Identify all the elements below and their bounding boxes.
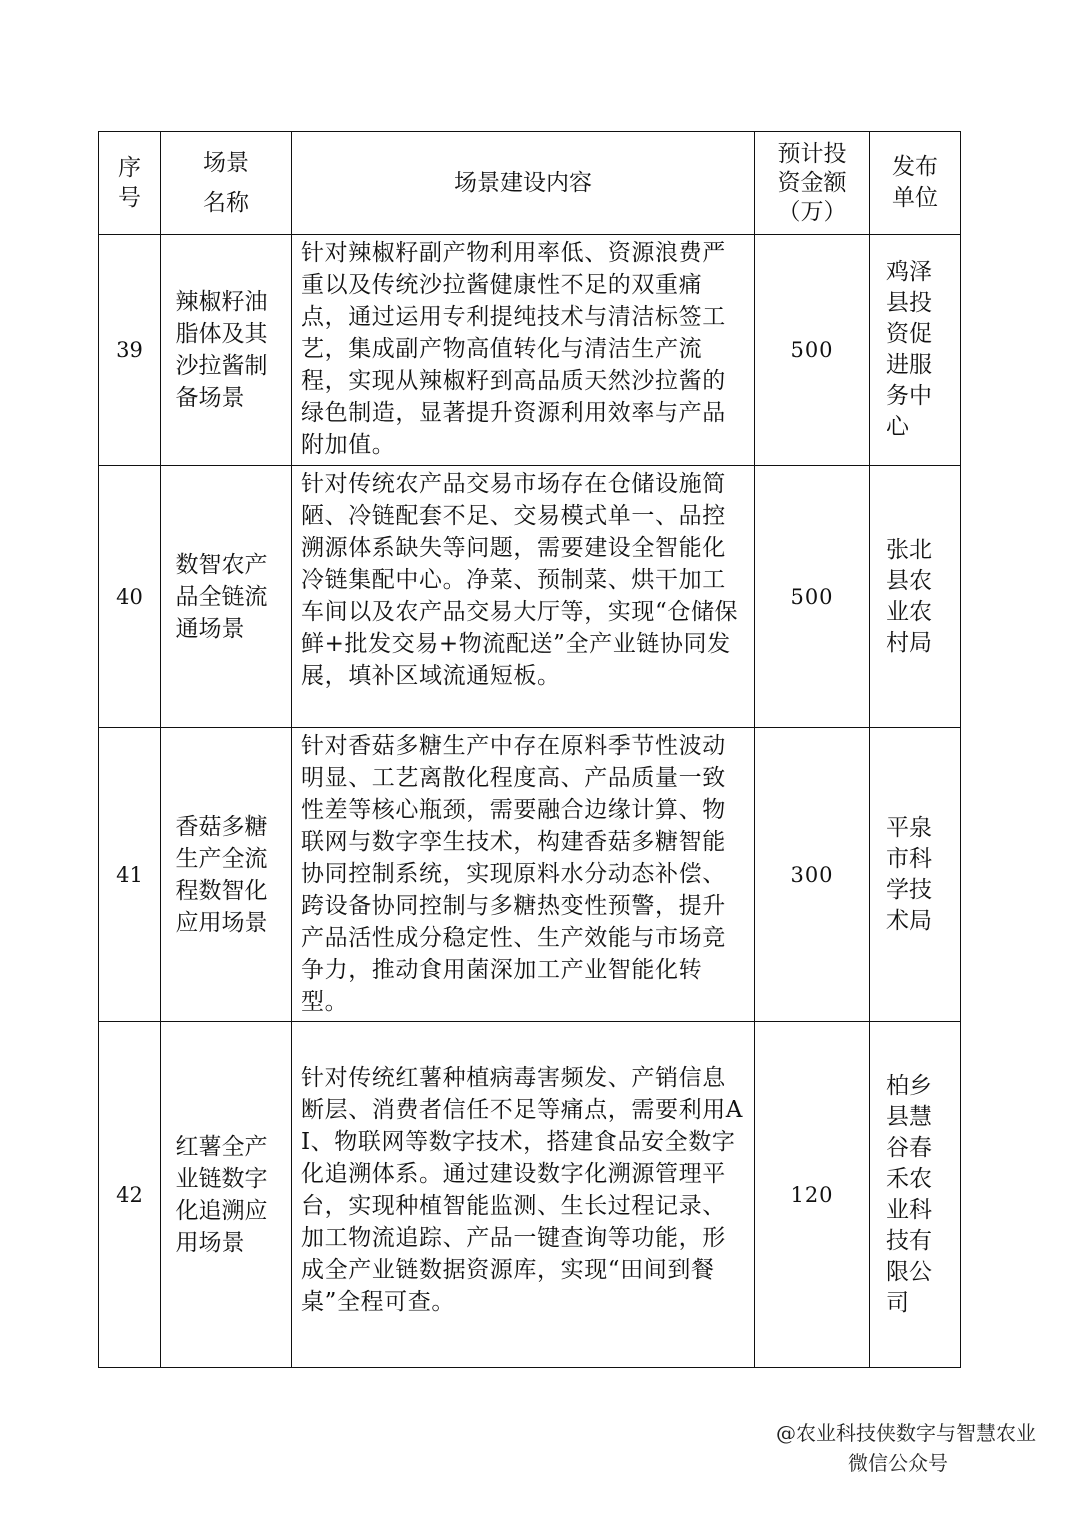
publisher-cell bbox=[870, 235, 961, 466]
scenario-name: 数智农产品全链流通场景 bbox=[175, 551, 268, 642]
publisher-cell bbox=[870, 728, 961, 1022]
publisher-cell bbox=[870, 466, 961, 728]
scenario-content-cell bbox=[292, 728, 755, 1022]
header-name: 场景名称 bbox=[161, 132, 292, 235]
publisher-name: 柏乡县慧谷春禾农业科技有限公司 bbox=[886, 1072, 932, 1316]
scenario-content: 针对辣椒籽副产物利用率低、资源浪费严重以及传统沙拉酱健康性不足的双重痛点，通过运用专利提纯技术与清洁标签工艺，集成副产物高值转化与清洁生产流程，实现从辣椒籽到高品质天然沙拉酱的绿色制造，显著提升资源利用效率与产品附加值。 bbox=[301, 240, 726, 458]
scenario-name: 辣椒籽油脂体及其沙拉酱制备场景 bbox=[175, 289, 268, 411]
scenario-name-cell bbox=[161, 466, 292, 728]
investment-amount: 300 bbox=[755, 728, 870, 1022]
scenario-name-cell bbox=[161, 235, 292, 466]
scenario-name-cell bbox=[161, 1022, 292, 1368]
investment-amount: 500 bbox=[755, 235, 870, 466]
table-row bbox=[99, 728, 961, 1022]
scenario-name: 红薯全产业链数字化追溯应用场景 bbox=[175, 1133, 268, 1256]
table-row bbox=[99, 235, 961, 466]
watermark-account: @农业科技侠数字与智慧农业 bbox=[776, 1421, 1036, 1445]
scenario-content: 针对香菇多糖生产中存在原料季节性波动明显、工艺离散化程度高、产品质量一致性差等核心瓶颈，需要融合边缘计算、物联网与数字孪生技术，构建香菇多糖智能协同控制系统，实现原料水分动态补偿、跨设备协同控制与多糖热变性预警，提升产品活性成分稳定性、生产效能与市场竞争力，推动食用菌深加工产业智能化转型。 bbox=[301, 733, 726, 1015]
publisher-name: 鸡泽县投资促进服务中心 bbox=[886, 259, 932, 440]
scenario-content-cell bbox=[292, 1022, 755, 1368]
publisher-name: 平泉市科学技术局 bbox=[886, 814, 932, 934]
investment-amount: 500 bbox=[755, 466, 870, 728]
row-number: 39 bbox=[99, 235, 161, 466]
header-amount: 预计投资金额（万） bbox=[755, 132, 870, 235]
watermark-source: 微信公众号 bbox=[848, 1451, 948, 1475]
watermark bbox=[776, 1418, 1036, 1478]
table-row bbox=[99, 466, 961, 728]
header-content: 场景建设内容 bbox=[292, 132, 755, 235]
investment-amount: 120 bbox=[755, 1022, 870, 1368]
table-row bbox=[99, 1022, 961, 1368]
publisher-cell bbox=[870, 1022, 961, 1368]
row-number: 42 bbox=[99, 1022, 161, 1368]
row-number: 41 bbox=[99, 728, 161, 1022]
scenario-table bbox=[98, 131, 961, 1368]
row-number: 40 bbox=[99, 466, 161, 728]
publisher-name: 张北县农业农村局 bbox=[886, 536, 932, 656]
scenario-content-cell bbox=[292, 235, 755, 466]
scenario-name-cell bbox=[161, 728, 292, 1022]
scenario-content-cell bbox=[292, 466, 755, 728]
header-no: 序号 bbox=[99, 132, 161, 235]
scenario-content: 针对传统红薯种植病毒害频发、产销信息断层、消费者信任不足等痛点，需要利用AI、物联网等数字技术，搭建食品安全数字化追溯体系。通过建设数字化溯源管理平台，实现种植智能监测、生长过程记录、加工物流追踪、产品一键查询等功能，形成全产业链数据资源库，实现“田间到餐桌”全程可查。 bbox=[301, 1065, 744, 1315]
table-header-row bbox=[99, 132, 961, 235]
scenario-content: 针对传统农产品交易市场存在仓储设施简陋、冷链配套不足、交易模式单一、品控溯源体系缺失等问题，需要建设全智能化冷链集配中心。净菜、预制菜、烘干加工车间以及农产品交易大厅等，实现“仓储保鲜+批发交易+物流配送”全产业链协同发展，填补区域流通短板。 bbox=[301, 471, 739, 689]
scenario-name: 香菇多糖生产全流程数智化应用场景 bbox=[175, 813, 268, 936]
header-publisher: 发布单位 bbox=[870, 132, 961, 235]
